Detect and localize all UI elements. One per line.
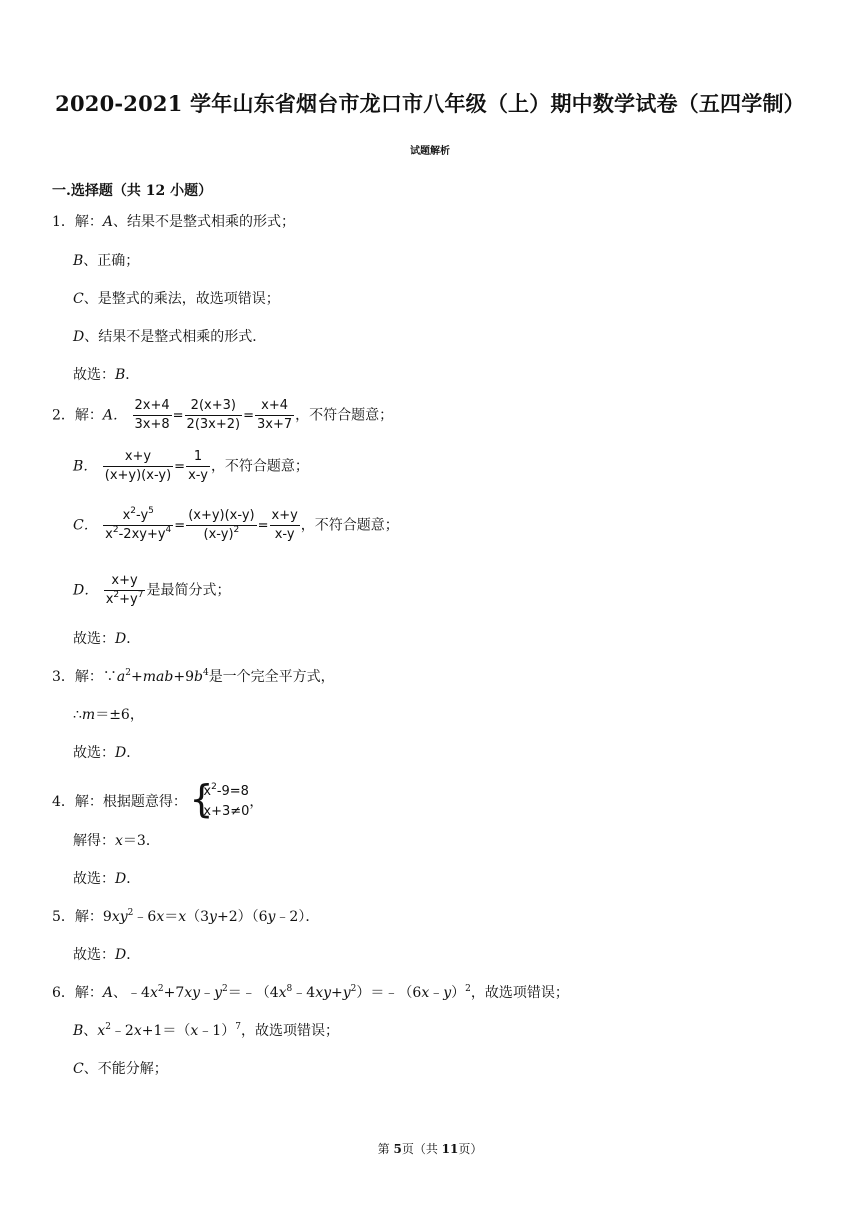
q2-option-c: C． $\frac{x^2-y^5}{x^2-2xy+y^4}$ = $\frac{(x+y)(x-y)}{(x-y)^2}$ = $\frac{x+y}{x-y}$ ，不符合题意； xyxy=(73,506,399,542)
page-footer: 第 5页（共 11页） xyxy=(377,1142,483,1156)
q4-line2: 解得：x＝3． xyxy=(73,833,160,849)
q2-option-d: D． $\frac{x+y}{x^2+y^7}$ 是最简分式； xyxy=(73,573,231,607)
section-heading: 一.选择题（共 12 小题） xyxy=(52,183,213,199)
q6-option-c: C、不能分解； xyxy=(73,1061,168,1077)
q5-answer: 故选：D． xyxy=(73,947,141,963)
q5-line1: 5．解：$9xy^2﹣6x=x(3y+2)(6y﹣2)$． xyxy=(52,908,320,925)
fraction: $\frac{1}{x-y}$ xyxy=(188,449,208,483)
page-title: 2020-2021 学年山东省烟台市龙口市八年级（上）期中数学试卷（五四学制） xyxy=(55,91,805,116)
fraction: $\frac{x+y}{(x+y)(x-y)}$ xyxy=(104,449,172,483)
q1-option-c: C、是整式的乘法，故选项错误； xyxy=(73,291,280,307)
q6-option-b: B、$x^2﹣2x+1=(x﹣1)^7$，故选项错误； xyxy=(73,1022,339,1039)
fraction: $\frac{2(x+3)}{2(3x+2)}$ xyxy=(186,398,241,432)
q4-line1: 4．解：根据题意得： { $x^2-9=8$ x+3≠0 ， xyxy=(52,782,263,822)
fraction: $\frac{(x+y)(x-y)}{(x-y)^2}$ xyxy=(188,508,255,542)
fraction: $\frac{x+4}{3x+7}$ xyxy=(257,398,293,432)
q2-answer: 故选：D． xyxy=(73,631,141,647)
q1-option-d: D、结果不是整式相乘的形式． xyxy=(73,329,267,345)
q4-answer: 故选：D． xyxy=(73,871,141,887)
q1-option-b: B、正确； xyxy=(73,253,140,269)
q3-line1: 3．解：$\because a^2+mab+9b^4$是一个完全平方式， xyxy=(52,668,335,685)
q3-answer: 故选：D． xyxy=(73,745,141,761)
q1-option-a: 1．解：A、结果不是整式相乘的形式； xyxy=(52,214,296,230)
fraction: $\frac{x+y}{x-y}$ xyxy=(271,508,298,542)
q2-option-b: B． $\frac{x+y}{(x+y)(x-y)}$ = $\frac{1}{x-y}$ ，不符合题意； xyxy=(73,449,309,483)
page-subtitle: 试题解析 xyxy=(410,146,450,157)
fraction: $\frac{x+y}{x^2+y^7}$ xyxy=(105,573,144,607)
fraction: $\frac{2x+4}{3x+8}$ xyxy=(134,398,170,432)
fraction: $\frac{x^2-y^5}{x^2-2xy+y^4}$ xyxy=(105,506,172,542)
q1-answer: 故选：B． xyxy=(73,367,140,383)
equation-system: { $x^2-9=8$ x+3≠0 xyxy=(191,782,249,822)
q6-option-a: 6．解：A、$﹣4x^2+7xy﹣y^2=﹣(4x^8﹣4xy+y^2)=﹣(6x﹣y)^2$，故选项错误； xyxy=(52,984,569,1001)
q3-line2: ∴m＝±6， xyxy=(73,707,144,723)
q2-option-a: 2．解：A． $\frac{2x+4}{3x+8}$ = $\frac{2(x+3)}{2(3x+2)}$ = $\frac{x+4}{3x+7}$ ，不符合题意； xyxy=(52,398,394,432)
